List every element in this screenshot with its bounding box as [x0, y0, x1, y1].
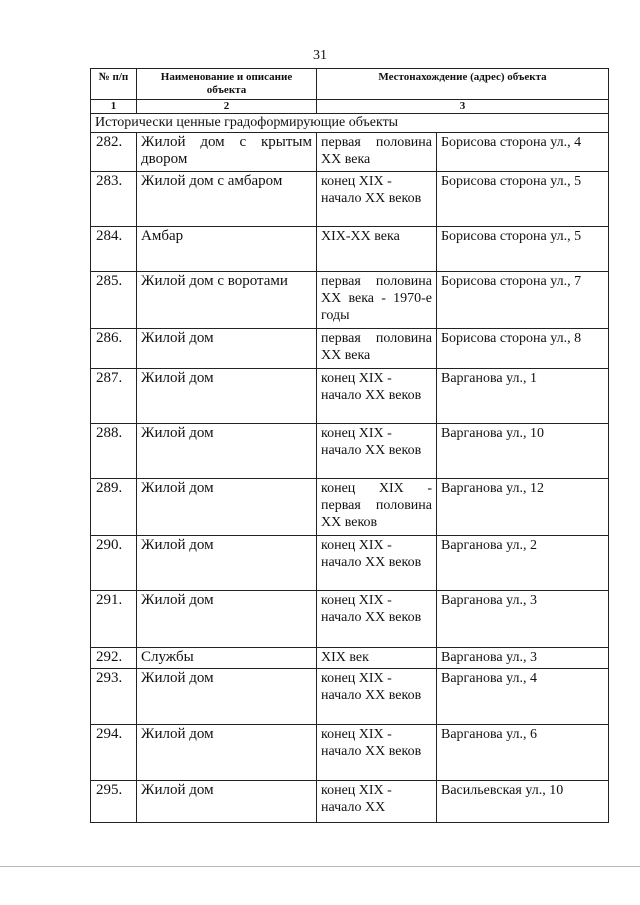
table-row [91, 781, 609, 823]
table-header-row [91, 69, 609, 100]
row-address: Васильевская ул., 10 [437, 781, 609, 823]
table-row [91, 725, 609, 781]
row-period: XIX век [317, 648, 437, 669]
row-address: Варганова ул., 10 [437, 424, 609, 479]
row-address: Варганова ул., 1 [437, 369, 609, 424]
row-number: 292. [91, 648, 137, 669]
column-number-1: 1 [91, 100, 137, 114]
header-location: Местонахождение (адрес) объекта [317, 69, 609, 100]
row-address: Борисова сторона ул., 7 [437, 272, 609, 329]
row-number: 283. [91, 172, 137, 227]
row-address: Борисова сторона ул., 5 [437, 172, 609, 227]
table-row [91, 272, 609, 329]
row-number: 284. [91, 227, 137, 272]
section-row [91, 114, 609, 133]
row-number: 290. [91, 536, 137, 591]
row-number: 291. [91, 591, 137, 648]
table-row [91, 424, 609, 479]
row-address: Варганова ул., 2 [437, 536, 609, 591]
table-row [91, 133, 609, 172]
row-address: Борисова сторона ул., 5 [437, 227, 609, 272]
row-period: конец XIX - начало XX веков [317, 669, 437, 725]
row-number: 286. [91, 329, 137, 369]
scan-edge-line [0, 866, 640, 867]
row-address: Варганова ул., 4 [437, 669, 609, 725]
row-period: XIX-XX века [317, 227, 437, 272]
row-name: Жилой дом с крытым двором [137, 133, 317, 172]
row-period: конец XIX - начало XX веков [317, 725, 437, 781]
row-number: 285. [91, 272, 137, 329]
column-numbers-row [91, 100, 609, 114]
row-period: конец XIX - начало XX веков [317, 591, 437, 648]
table-row [91, 227, 609, 272]
row-period: первая половина XX века [317, 329, 437, 369]
table-row [91, 669, 609, 725]
row-name: Жилой дом с амбаром [137, 172, 317, 227]
row-address: Борисова сторона ул., 4 [437, 133, 609, 172]
row-name: Жилой дом [137, 725, 317, 781]
row-period: конец XIX - начало XX веков [317, 369, 437, 424]
row-period: конец XIX - начало XX веков [317, 424, 437, 479]
table-row [91, 479, 609, 536]
row-number: 287. [91, 369, 137, 424]
table-row [91, 591, 609, 648]
row-name: Жилой дом [137, 369, 317, 424]
table-row [91, 329, 609, 369]
row-name: Жилой дом [137, 536, 317, 591]
heritage-objects-table [90, 68, 609, 823]
row-name: Жилой дом с воротами [137, 272, 317, 329]
column-number-2: 2 [137, 100, 317, 114]
row-period: конец XIX - первая половина XX веков [317, 479, 437, 536]
row-period: конец XIX - начало XX веков [317, 172, 437, 227]
row-address: Борисова сторона ул., 8 [437, 329, 609, 369]
table-row [91, 536, 609, 591]
row-address: Варганова ул., 3 [437, 648, 609, 669]
row-name: Жилой дом [137, 424, 317, 479]
row-period: конец XIX - начало XX [317, 781, 437, 823]
row-name: Жилой дом [137, 479, 317, 536]
row-address: Варганова ул., 6 [437, 725, 609, 781]
row-address: Варганова ул., 12 [437, 479, 609, 536]
table-row [91, 172, 609, 227]
row-number: 288. [91, 424, 137, 479]
section-title: Исторически ценные градоформирующие объекты [91, 114, 609, 133]
row-name: Жилой дом [137, 669, 317, 725]
row-number: 293. [91, 669, 137, 725]
row-number: 295. [91, 781, 137, 823]
table-row [91, 369, 609, 424]
row-period: конец XIX - начало XX веков [317, 536, 437, 591]
row-name: Амбар [137, 227, 317, 272]
column-number-3: 3 [317, 100, 609, 114]
row-number: 294. [91, 725, 137, 781]
row-name: Службы [137, 648, 317, 669]
row-name: Жилой дом [137, 329, 317, 369]
header-number: № п/п [91, 69, 137, 100]
row-address: Варганова ул., 3 [437, 591, 609, 648]
page-number: 31 [313, 48, 327, 63]
header-name: Наименование и описание объекта [137, 69, 317, 100]
row-number: 282. [91, 133, 137, 172]
row-period: первая половина XX века - 1970-е годы [317, 272, 437, 329]
row-number: 289. [91, 479, 137, 536]
row-name: Жилой дом [137, 591, 317, 648]
row-name: Жилой дом [137, 781, 317, 823]
table-row [91, 648, 609, 669]
row-period: первая половина XX века [317, 133, 437, 172]
